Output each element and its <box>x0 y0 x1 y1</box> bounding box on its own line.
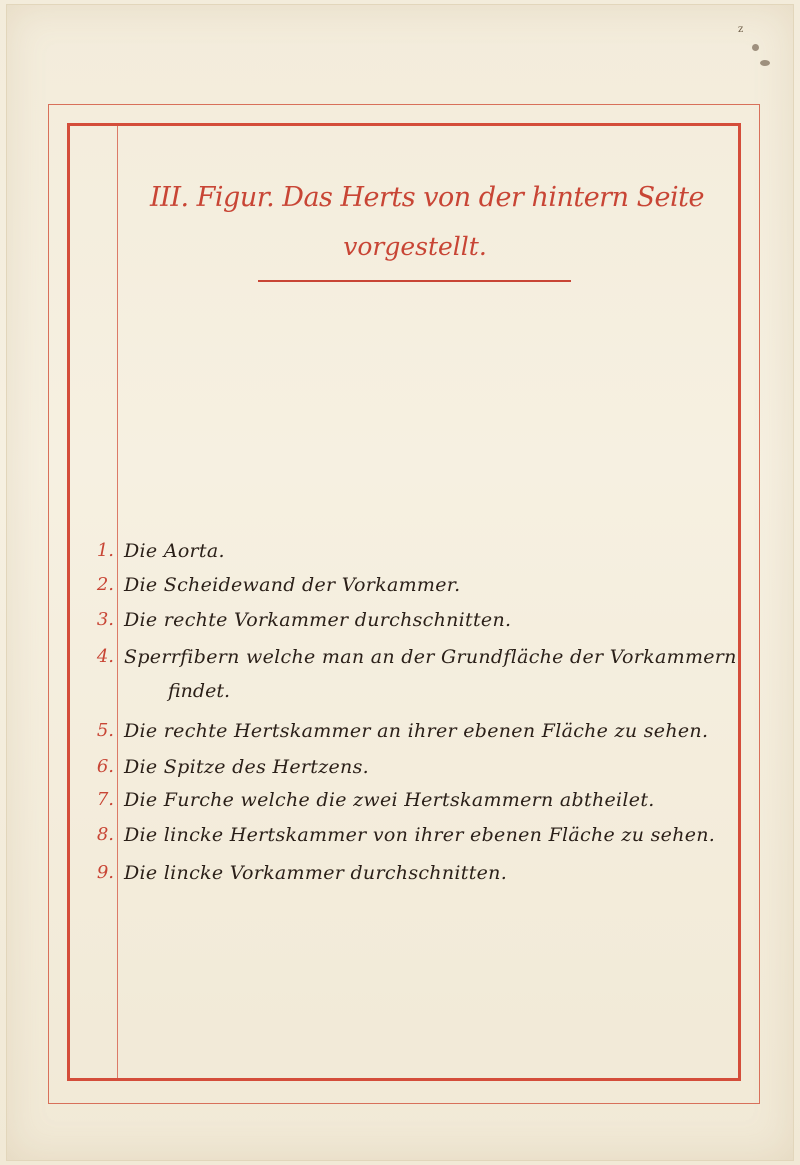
legend-text: Die Scheidewand der Vorkammer. <box>124 574 461 596</box>
legend-number: 5. <box>96 720 114 741</box>
legend-text: Die Furche welche die zwei Hertskammern abtheilet. <box>124 789 655 811</box>
legend-number: 8. <box>96 824 114 845</box>
legend-text: Die lincke Hertskammer von ihrer ebenen Fläche zu sehen. <box>124 824 716 846</box>
legend-number: 9. <box>96 862 114 883</box>
legend-number: 1. <box>96 540 114 561</box>
legend-number: 2. <box>96 574 114 595</box>
legend-number: 3. <box>96 609 114 630</box>
page-title: III. Figur. Das Herts von der hintern Seite <box>150 182 705 213</box>
legend-item <box>0 574 800 606</box>
legend-text: Die Spitze des Hertzens. <box>124 756 369 778</box>
legend-number: 4. <box>96 646 114 667</box>
legend-text: Die lincke Vorkammer durchschnitten. <box>124 862 508 884</box>
legend-item <box>0 646 800 716</box>
corner-page-mark: z <box>738 24 744 35</box>
legend-number: 6. <box>96 756 114 777</box>
legend-item <box>0 720 800 752</box>
legend-number: 7. <box>96 789 114 810</box>
legend-text: Die Aorta. <box>124 540 225 562</box>
page-title-continuation: vorgestellt. <box>343 232 487 261</box>
legend-item <box>0 824 800 856</box>
legend-text: Sperrfibern welche man an der Grundfläche der Vorkammern <box>124 646 737 668</box>
legend-text: Die rechte Vorkammer durchschnitten. <box>124 609 512 631</box>
legend-item <box>0 540 800 572</box>
legend-text-continuation: findet. <box>168 680 230 702</box>
legend-item <box>0 609 800 641</box>
legend-item <box>0 789 800 821</box>
legend-item <box>0 862 800 894</box>
legend-text: Die rechte Hertskammer an ihrer ebenen Fläche zu sehen. <box>124 720 709 742</box>
legend-item <box>0 756 800 788</box>
